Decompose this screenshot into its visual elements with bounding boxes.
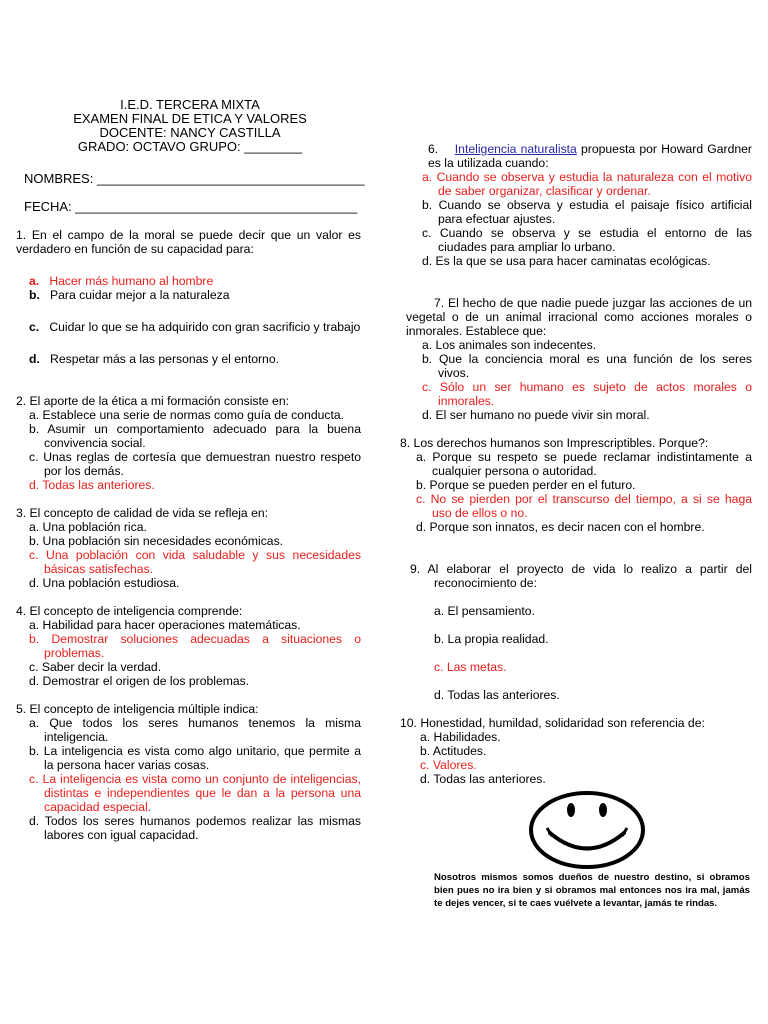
option-c: c. Las metas. — [434, 660, 507, 674]
option-c — [16, 320, 361, 334]
option-a: a. Habilidad para hacer operaciones matemáticas. — [29, 618, 301, 632]
option-b: b. Una población sin necesidades económicas. — [29, 534, 284, 548]
right-column — [400, 142, 752, 800]
option-d: d. Es la que se usa para hacer caminatas ecológicas. — [422, 254, 711, 268]
question-text-rest: propuesta por Howard Gardner es la utilizada cuando: — [428, 142, 752, 170]
option-b: b. Que la conciencia moral es una función de los seres vivos. — [422, 352, 752, 380]
option-label: a. — [29, 274, 40, 288]
teacher-name: DOCENTE: NANCY CASTILLA — [99, 125, 281, 140]
option-a: a. Que todos los seres humanos tenemos la misma inteligencia. — [29, 716, 361, 744]
smiley-left-eye — [567, 803, 575, 817]
question-text — [406, 142, 752, 170]
option-b: b. La propia realidad. — [434, 632, 549, 646]
option-c: c. Unas reglas de cortesía que demuestran nuestro respeto por los demás. — [29, 450, 361, 478]
option-d: d. Todas las anteriores. — [29, 478, 155, 492]
exam-header — [60, 98, 320, 154]
question-number: 6. — [428, 142, 455, 156]
option-text: Cuidar lo que se ha adquirido con gran sacrificio y trabajo — [49, 320, 361, 334]
option-d: d. El ser humano no puede vivir sin moral. — [422, 408, 650, 422]
question-text: 10. Honestidad, humildad, solidaridad son referencia de: — [400, 716, 705, 730]
date-field: FECHA: _______________________________________ — [24, 199, 358, 214]
question-6 — [406, 142, 752, 268]
exam-title: EXAMEN FINAL DE ETICA Y VALORES — [73, 111, 307, 126]
option-a: a. Porque su respeto se puede reclamar indistintamente a cualquier persona o autoridad. — [416, 450, 752, 478]
option-d: d. Demostrar el origen de los problemas. — [29, 674, 250, 688]
question-text: 3. El concepto de calidad de vida se refleja en: — [16, 506, 269, 520]
question-text: 2. El aporte de la ética a mi formación consiste en: — [16, 394, 290, 408]
question-2 — [16, 394, 361, 492]
option-d — [16, 352, 361, 366]
option-text: Para cuidar mejor a la naturaleza — [50, 288, 230, 302]
option-label: c. — [29, 320, 40, 334]
option-c: c. No se pierden por el transcurso del tiempo, a si se haga uso de ellos o no. — [416, 492, 752, 520]
question-4 — [16, 604, 361, 688]
question-text: 7. El hecho de que nadie puede juzgar las acciones de un vegetal o de un animal irracional como acciones morales o inmorales. Establece que: — [406, 296, 752, 338]
option-a: a. Una población rica. — [29, 520, 147, 534]
option-d: d. Todos los seres humanos podemos realizar las mismas labores con igual capacidad. — [29, 814, 361, 842]
left-column — [16, 228, 361, 856]
question-text: 1. En el campo de la moral se puede decir que un valor es verdadero en función de su capacidad para: — [16, 228, 361, 256]
option-a — [16, 274, 361, 288]
option-c: c. Sólo un ser humano es sujeto de actos morales o inmorales. — [422, 380, 752, 408]
name-field: NOMBRES: _____________________________________ — [24, 171, 365, 186]
question-text: 4. El concepto de inteligencia comprende: — [16, 604, 243, 618]
school-name: I.E.D. TERCERA MIXTA — [120, 97, 260, 112]
question-text: 8. Los derechos humanos son Imprescriptibles. Porque?: — [400, 436, 709, 450]
option-b: b. Asumir un comportamiento adecuado para la buena convivencia social. — [29, 422, 361, 450]
question-1 — [16, 228, 361, 366]
motivational-quote: Nosotros mismos somos dueños de nuestro destino, si obramos bien pues no ira bien y si obramos mal entonces nos ira mal, jamás te dejes vencer, si te caes vuélvete a levantar, jamás te rindas. — [434, 872, 750, 909]
option-b: b. La inteligencia es vista como algo unitario, que permite a la persona hacer varias cosas. — [29, 744, 361, 772]
option-a: a. Establece una serie de normas como guía de conducta. — [29, 408, 345, 422]
option-d: d. Todas las anteriores. — [434, 688, 560, 702]
option-d: d. Todas las anteriores. — [420, 772, 546, 786]
option-b: b. Actitudes. — [420, 744, 487, 758]
option-a: a. Los animales son indecentes. — [422, 338, 597, 352]
question-5 — [16, 702, 361, 842]
question-text: 5. El concepto de inteligencia múltiple indica: — [16, 702, 259, 716]
question-3 — [16, 506, 361, 590]
grade-group: GRADO: OCTAVO GRUPO: ________ — [77, 139, 303, 154]
option-c: c. Una población con vida saludable y sus necesidades básicas satisfechas. — [29, 548, 361, 576]
naturalist-intelligence-link[interactable]: Inteligencia naturalista — [454, 142, 577, 156]
question-9 — [406, 562, 752, 702]
option-b: b. Porque se pueden perder en el futuro. — [416, 478, 636, 492]
option-label: d. — [29, 352, 40, 366]
option-a: a. El pensamiento. — [434, 604, 535, 618]
option-text: Hacer más humano al hombre — [49, 274, 214, 288]
question-7 — [406, 296, 752, 422]
option-a: a. Habilidades. — [420, 730, 501, 744]
smiley-right-eye — [599, 803, 607, 817]
question-10 — [400, 716, 752, 786]
option-d: d. Una población estudiosa. — [29, 576, 180, 590]
option-c: c. Valores. — [420, 758, 477, 772]
smiley-face-icon — [528, 790, 646, 870]
question-8 — [400, 436, 752, 534]
option-c: c. La inteligencia es vista como un conjunto de inteligencias, distintas e independientes que le dan a la persona una capacidad especial. — [29, 772, 361, 814]
question-text: 9. Al elaborar el proyecto de vida lo realizo a partir del reconocimiento de: — [410, 562, 752, 590]
option-b: b. Demostrar soluciones adecuadas a situaciones o problemas. — [29, 632, 361, 660]
option-a: a. Cuando se observa y estudia la naturaleza con el motivo de saber organizar, clasificar y ordenar. — [422, 170, 752, 198]
option-b — [16, 288, 361, 302]
option-label: b. — [29, 288, 40, 302]
option-c: c. Saber decir la verdad. — [29, 660, 162, 674]
option-d: d. Porque son innatos, es decir nacen con el hombre. — [416, 520, 705, 534]
option-b: b. Cuando se observa y estudia el paisaje físico artificial para efectuar ajustes. — [422, 198, 752, 226]
option-c: c. Cuando se observa y se estudia el entorno de las ciudades para ampliar lo urbano. — [422, 226, 752, 254]
option-text: Respetar más a las personas y el entorno. — [50, 352, 279, 366]
